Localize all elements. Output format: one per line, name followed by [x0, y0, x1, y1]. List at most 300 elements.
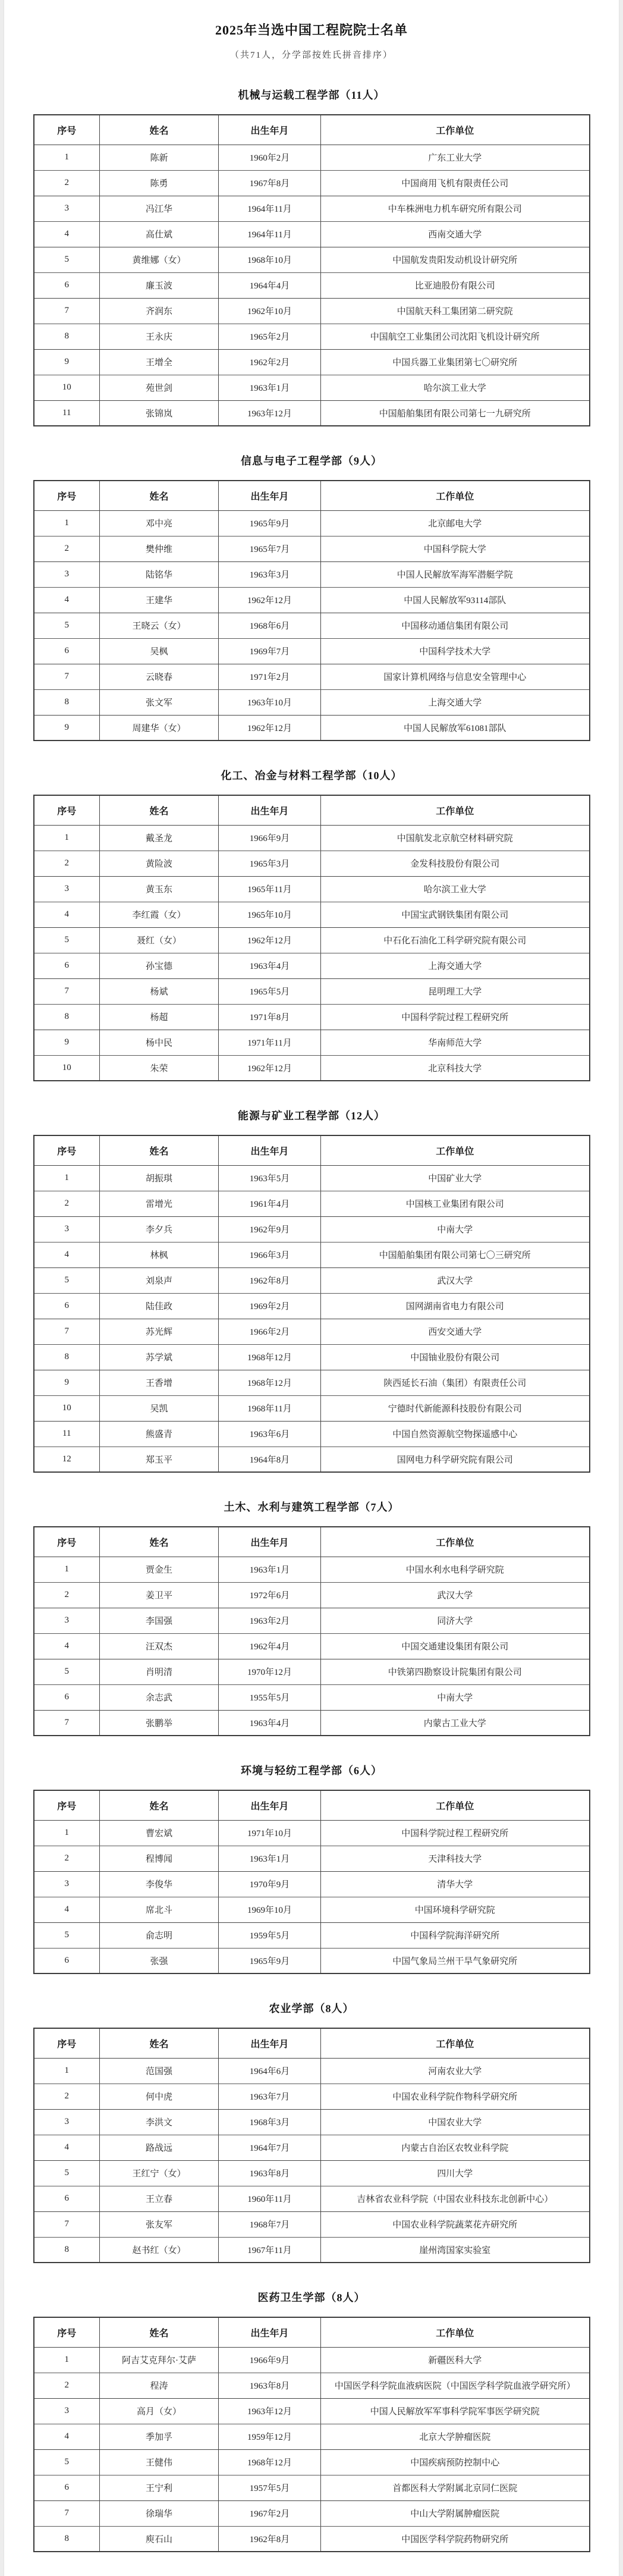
column-header: 姓名 [100, 2317, 219, 2347]
roster-table [33, 114, 590, 426]
header-row [34, 481, 590, 510]
cell-index: 8 [34, 1004, 100, 1030]
section-title: 环境与轻纺工程学部（6人） [241, 1765, 382, 1777]
column-header: 序号 [34, 2028, 100, 2058]
cell-org: 中国航天科工集团第二研究院 [321, 298, 590, 324]
cell-index: 7 [34, 2500, 100, 2526]
cell-org: 中石化石油化工科学研究院有限公司 [321, 927, 590, 953]
cell-birth: 1968年12月 [219, 1370, 321, 1395]
cell-org: 中国医学科学院血液病医院（中国医学科学院血液学研究所） [321, 2373, 590, 2398]
cell-birth: 1957年5月 [219, 2475, 321, 2500]
table-row [34, 170, 590, 196]
roster-section [4, 1107, 619, 1473]
cell-index: 10 [34, 375, 100, 400]
cell-birth: 1962年12月 [219, 587, 321, 613]
cell-index: 7 [34, 1710, 100, 1736]
column-header: 序号 [34, 1135, 100, 1165]
column-header: 序号 [34, 481, 100, 510]
cell-org: 西南交通大学 [321, 221, 590, 247]
cell-org: 中南大学 [321, 1684, 590, 1710]
table-row [34, 1684, 590, 1710]
cell-name: 刘泉声 [100, 1267, 219, 1293]
table-row [34, 1447, 590, 1472]
cell-org: 中山大学附属肿瘤医院 [321, 2500, 590, 2526]
cell-index: 8 [34, 2237, 100, 2263]
header-row [34, 2317, 590, 2347]
roster-section [4, 1762, 619, 1974]
cell-org: 武汉大学 [321, 1582, 590, 1608]
header-row [34, 115, 590, 145]
cell-birth: 1959年5月 [219, 1922, 321, 1948]
cell-index: 3 [34, 1608, 100, 1633]
cell-birth: 1965年9月 [219, 510, 321, 536]
table-row [34, 2500, 590, 2526]
cell-name: 黄维娜（女） [100, 247, 219, 272]
table-row [34, 851, 590, 876]
cell-org: 中国农业科学院作物科学研究所 [321, 2084, 590, 2109]
cell-index: 8 [34, 689, 100, 715]
cell-name: 范国强 [100, 2058, 219, 2084]
cell-birth: 1968年10月 [219, 247, 321, 272]
cell-birth: 1962年12月 [219, 1055, 321, 1081]
cell-org: 陕西延长石油（集团）有限责任公司 [321, 1370, 590, 1395]
column-header: 工作单位 [321, 1135, 590, 1165]
cell-index: 1 [34, 825, 100, 851]
column-header: 工作单位 [321, 795, 590, 825]
section-title: 土木、水利与建筑工程学部（7人） [224, 1501, 399, 1513]
table-row [34, 536, 590, 561]
cell-org: 中国核工业集团有限公司 [321, 1191, 590, 1216]
cell-birth: 1963年3月 [219, 561, 321, 587]
roster-section [4, 453, 619, 741]
cell-name: 王增全 [100, 349, 219, 375]
cell-name: 姜卫平 [100, 1582, 219, 1608]
cell-name: 贾金生 [100, 1557, 219, 1582]
cell-org: 四川大学 [321, 2160, 590, 2186]
cell-org: 国网湖南省电力有限公司 [321, 1293, 590, 1319]
cell-index: 7 [34, 664, 100, 689]
table-row [34, 1871, 590, 1897]
cell-org: 哈尔滨工业大学 [321, 375, 590, 400]
cell-birth: 1965年9月 [219, 1948, 321, 1973]
column-header: 工作单位 [321, 1527, 590, 1557]
cell-index: 9 [34, 349, 100, 375]
cell-index: 3 [34, 196, 100, 221]
table-row [34, 715, 590, 741]
cell-name: 高月（女） [100, 2398, 219, 2424]
cell-org: 中国移动通信集团有限公司 [321, 613, 590, 638]
column-header: 出生年月 [219, 1135, 321, 1165]
cell-index: 5 [34, 2160, 100, 2186]
cell-name: 戴圣龙 [100, 825, 219, 851]
cell-org: 中国农业科学院蔬菜花卉研究所 [321, 2211, 590, 2237]
cell-org: 宁德时代新能源科技股份有限公司 [321, 1395, 590, 1421]
table-row [34, 1557, 590, 1582]
cell-birth: 1963年6月 [219, 1421, 321, 1447]
cell-name: 席北斗 [100, 1897, 219, 1922]
column-header: 出生年月 [219, 795, 321, 825]
cell-birth: 1962年8月 [219, 2526, 321, 2552]
roster-table [33, 1790, 590, 1974]
cell-name: 李红霞（女） [100, 902, 219, 927]
cell-index: 6 [34, 2186, 100, 2211]
cell-name: 王红宁（女） [100, 2160, 219, 2186]
table-row [34, 2211, 590, 2237]
cell-org: 中国疾病预防控制中心 [321, 2449, 590, 2475]
cell-index: 4 [34, 2424, 100, 2449]
cell-birth: 1963年10月 [219, 689, 321, 715]
column-header: 序号 [34, 2317, 100, 2347]
cell-name: 王晓云（女） [100, 613, 219, 638]
table-row [34, 2237, 590, 2263]
table-row [34, 1395, 590, 1421]
cell-name: 路战远 [100, 2135, 219, 2160]
cell-org: 中铁第四勘察设计院集团有限公司 [321, 1659, 590, 1684]
header-row [34, 1135, 590, 1165]
cell-org: 金发科技股份有限公司 [321, 851, 590, 876]
cell-birth: 1965年7月 [219, 536, 321, 561]
cell-name: 云晓春 [100, 664, 219, 689]
cell-index: 1 [34, 145, 100, 170]
table-row [34, 876, 590, 902]
table-row [34, 561, 590, 587]
table-row [34, 324, 590, 349]
table-row [34, 1421, 590, 1447]
table-row [34, 1191, 590, 1216]
table-row [34, 1846, 590, 1871]
table-row [34, 1633, 590, 1659]
cell-name: 杨中民 [100, 1030, 219, 1055]
table-row [34, 1344, 590, 1370]
cell-name: 齐润东 [100, 298, 219, 324]
column-header: 工作单位 [321, 481, 590, 510]
cell-birth: 1963年2月 [219, 1608, 321, 1633]
cell-index: 2 [34, 1191, 100, 1216]
cell-org: 西安交通大学 [321, 1319, 590, 1344]
roster-table [33, 2028, 590, 2263]
cell-birth: 1969年10月 [219, 1897, 321, 1922]
table-row [34, 978, 590, 1004]
cell-name: 高仕斌 [100, 221, 219, 247]
cell-name: 林枫 [100, 1242, 219, 1267]
cell-index: 7 [34, 2211, 100, 2237]
cell-name: 程博闻 [100, 1846, 219, 1871]
table-row [34, 298, 590, 324]
table-row [34, 613, 590, 638]
cell-name: 郑玉平 [100, 1447, 219, 1472]
table-row [34, 2186, 590, 2211]
cell-birth: 1970年12月 [219, 1659, 321, 1684]
table-row [34, 1030, 590, 1055]
table-row [34, 1267, 590, 1293]
column-header: 工作单位 [321, 2028, 590, 2058]
cell-index: 5 [34, 2449, 100, 2475]
cell-name: 李洪文 [100, 2109, 219, 2135]
document-subtitle: （共71人，分学部按姓氏拼音排序） [229, 51, 393, 60]
cell-name: 黄险波 [100, 851, 219, 876]
cell-name: 聂红（女） [100, 927, 219, 953]
table-row [34, 1710, 590, 1736]
cell-org: 武汉大学 [321, 1267, 590, 1293]
roster-section [4, 2289, 619, 2552]
cell-birth: 1959年12月 [219, 2424, 321, 2449]
cell-org: 中国交通建设集团有限公司 [321, 1633, 590, 1659]
cell-birth: 1968年12月 [219, 2449, 321, 2475]
cell-birth: 1971年2月 [219, 664, 321, 689]
cell-org: 中国船舶集团有限公司第七一九研究所 [321, 400, 590, 426]
cell-index: 11 [34, 400, 100, 426]
cell-birth: 1963年7月 [219, 2084, 321, 2109]
cell-index: 1 [34, 1557, 100, 1582]
table-row [34, 2135, 590, 2160]
cell-index: 4 [34, 902, 100, 927]
cell-name: 王宁利 [100, 2475, 219, 2500]
cell-index: 1 [34, 2058, 100, 2084]
cell-org: 同济大学 [321, 1608, 590, 1633]
column-header: 序号 [34, 1790, 100, 1820]
cell-org: 崖州湾国家实验室 [321, 2237, 590, 2263]
cell-birth: 1966年9月 [219, 2347, 321, 2373]
cell-birth: 1968年3月 [219, 2109, 321, 2135]
cell-birth: 1963年4月 [219, 1710, 321, 1736]
cell-name: 杨超 [100, 1004, 219, 1030]
table-row [34, 2109, 590, 2135]
cell-birth: 1969年2月 [219, 1293, 321, 1319]
cell-index: 2 [34, 1582, 100, 1608]
cell-index: 5 [34, 613, 100, 638]
cell-index: 9 [34, 1030, 100, 1055]
cell-org: 中国航发北京航空材料研究院 [321, 825, 590, 851]
cell-birth: 1965年11月 [219, 876, 321, 902]
cell-org: 上海交通大学 [321, 953, 590, 978]
cell-org: 北京邮电大学 [321, 510, 590, 536]
cell-org: 广东工业大学 [321, 145, 590, 170]
cell-birth: 1965年10月 [219, 902, 321, 927]
roster-section [4, 87, 619, 426]
cell-org: 内蒙古工业大学 [321, 1710, 590, 1736]
column-header: 序号 [34, 795, 100, 825]
cell-name: 曹宏斌 [100, 1820, 219, 1846]
roster-table [33, 795, 590, 1081]
cell-name: 陆铭华 [100, 561, 219, 587]
cell-name: 李俊华 [100, 1871, 219, 1897]
cell-birth: 1968年6月 [219, 613, 321, 638]
cell-index: 7 [34, 1319, 100, 1344]
cell-name: 李国强 [100, 1608, 219, 1633]
cell-org: 国家计算机网络与信息安全管理中心 [321, 664, 590, 689]
cell-index: 10 [34, 1395, 100, 1421]
cell-index: 6 [34, 638, 100, 664]
table-row [34, 1659, 590, 1684]
cell-name: 陈新 [100, 145, 219, 170]
cell-name: 熊盛青 [100, 1421, 219, 1447]
cell-index: 5 [34, 1922, 100, 1948]
cell-name: 苏光辉 [100, 1319, 219, 1344]
table-row [34, 927, 590, 953]
table-row [34, 2449, 590, 2475]
table-row [34, 1370, 590, 1395]
table-row [34, 1948, 590, 1973]
cell-name: 胡振琪 [100, 1165, 219, 1191]
cell-org: 内蒙古自治区农牧业科学院 [321, 2135, 590, 2160]
table-row [34, 664, 590, 689]
cell-birth: 1955年5月 [219, 1684, 321, 1710]
cell-index: 3 [34, 876, 100, 902]
cell-index: 9 [34, 715, 100, 741]
cell-name: 吴凯 [100, 1395, 219, 1421]
cell-org: 中南大学 [321, 1216, 590, 1242]
cell-index: 4 [34, 221, 100, 247]
cell-org: 华南师范大学 [321, 1030, 590, 1055]
section-title: 农业学部（8人） [269, 2003, 354, 2015]
cell-birth: 1964年11月 [219, 196, 321, 221]
cell-index: 5 [34, 927, 100, 953]
cell-name: 徐瑞华 [100, 2500, 219, 2526]
roster-table [33, 1135, 590, 1473]
table-row [34, 2398, 590, 2424]
cell-birth: 1966年3月 [219, 1242, 321, 1267]
cell-name: 汪双杰 [100, 1633, 219, 1659]
cell-name: 邓中亮 [100, 510, 219, 536]
cell-birth: 1963年8月 [219, 2160, 321, 2186]
cell-name: 朱荣 [100, 1055, 219, 1081]
column-header: 姓名 [100, 2028, 219, 2058]
cell-org: 新疆医科大学 [321, 2347, 590, 2373]
cell-org: 中国农业大学 [321, 2109, 590, 2135]
table-row [34, 1004, 590, 1030]
cell-birth: 1963年8月 [219, 2373, 321, 2398]
cell-org: 中国人民解放军海军潜艇学院 [321, 561, 590, 587]
cell-birth: 1964年6月 [219, 2058, 321, 2084]
cell-index: 6 [34, 2475, 100, 2500]
cell-birth: 1964年11月 [219, 221, 321, 247]
cell-birth: 1965年5月 [219, 978, 321, 1004]
cell-org: 中国宝武钢铁集团有限公司 [321, 902, 590, 927]
cell-index: 4 [34, 1242, 100, 1267]
table-row [34, 400, 590, 426]
cell-org: 中国医学科学院药物研究所 [321, 2526, 590, 2552]
cell-org: 中国铀业股份有限公司 [321, 1344, 590, 1370]
table-row [34, 1216, 590, 1242]
cell-name: 王健伟 [100, 2449, 219, 2475]
section-title: 能源与矿业工程学部（12人） [238, 1110, 385, 1122]
cell-index: 10 [34, 1055, 100, 1081]
cell-org: 昆明理工大学 [321, 978, 590, 1004]
cell-org: 中国科学院大学 [321, 536, 590, 561]
cell-birth: 1967年8月 [219, 170, 321, 196]
cell-birth: 1962年12月 [219, 715, 321, 741]
cell-birth: 1963年4月 [219, 953, 321, 978]
cell-index: 3 [34, 2109, 100, 2135]
table-row [34, 510, 590, 536]
cell-name: 黄玉东 [100, 876, 219, 902]
cell-birth: 1963年12月 [219, 400, 321, 426]
cell-index: 5 [34, 247, 100, 272]
cell-org: 中国人民解放军军事科学院军事医学研究院 [321, 2398, 590, 2424]
cell-birth: 1962年2月 [219, 349, 321, 375]
cell-name: 雷增光 [100, 1191, 219, 1216]
cell-name: 季加孚 [100, 2424, 219, 2449]
cell-org: 中国科学院海洋研究所 [321, 1922, 590, 1948]
column-header: 工作单位 [321, 115, 590, 145]
table-row [34, 2058, 590, 2084]
cell-org: 清华大学 [321, 1871, 590, 1897]
cell-name: 张友军 [100, 2211, 219, 2237]
cell-org: 中国科学技术大学 [321, 638, 590, 664]
cell-birth: 1970年9月 [219, 1871, 321, 1897]
cell-birth: 1968年12月 [219, 1344, 321, 1370]
table-row [34, 1897, 590, 1922]
cell-index: 1 [34, 1820, 100, 1846]
column-header: 出生年月 [219, 115, 321, 145]
cell-name: 苏学斌 [100, 1344, 219, 1370]
cell-name: 阿吉艾克拜尔·艾萨 [100, 2347, 219, 2373]
column-header: 工作单位 [321, 1790, 590, 1820]
cell-name: 陆佳政 [100, 1293, 219, 1319]
cell-org: 中国气象局兰州干旱气象研究所 [321, 1948, 590, 1973]
cell-name: 周建华（女） [100, 715, 219, 741]
cell-index: 3 [34, 1871, 100, 1897]
cell-name: 张强 [100, 1948, 219, 1973]
cell-birth: 1964年7月 [219, 2135, 321, 2160]
column-header: 姓名 [100, 1527, 219, 1557]
cell-name: 孙宝德 [100, 953, 219, 978]
header-row [34, 2028, 590, 2058]
cell-org: 中国科学院过程工程研究所 [321, 1820, 590, 1846]
cell-index: 8 [34, 2526, 100, 2552]
cell-org: 中国自然资源航空物探遥感中心 [321, 1421, 590, 1447]
cell-name: 陈勇 [100, 170, 219, 196]
cell-name: 苑世剑 [100, 375, 219, 400]
table-row [34, 1293, 590, 1319]
column-header: 序号 [34, 1527, 100, 1557]
cell-birth: 1964年8月 [219, 1447, 321, 1472]
header-row [34, 795, 590, 825]
cell-birth: 1964年4月 [219, 272, 321, 298]
cell-name: 王永庆 [100, 324, 219, 349]
cell-org: 中国船舶集团有限公司第七〇三研究所 [321, 1242, 590, 1267]
cell-org: 国网电力科学研究院有限公司 [321, 1447, 590, 1472]
cell-birth: 1962年9月 [219, 1216, 321, 1242]
cell-index: 9 [34, 1370, 100, 1395]
column-header: 出生年月 [219, 2317, 321, 2347]
cell-org: 首都医科大学附属北京同仁医院 [321, 2475, 590, 2500]
cell-birth: 1968年7月 [219, 2211, 321, 2237]
table-row [34, 221, 590, 247]
column-header: 出生年月 [219, 2028, 321, 2058]
cell-org: 中车株洲电力机车研究所有限公司 [321, 196, 590, 221]
cell-name: 王香增 [100, 1370, 219, 1395]
cell-index: 12 [34, 1447, 100, 1472]
cell-org: 中国商用飞机有限责任公司 [321, 170, 590, 196]
cell-name: 冯江华 [100, 196, 219, 221]
cell-org: 吉林省农业科学院（中国农业科技东北创新中心） [321, 2186, 590, 2211]
document-title: 2025年当选中国工程院院士名单 [215, 23, 408, 37]
table-row [34, 902, 590, 927]
roster-table [33, 480, 590, 741]
cell-org: 中国航空工业集团公司沈阳飞机设计研究所 [321, 324, 590, 349]
table-row [34, 2424, 590, 2449]
roster-section [4, 767, 619, 1081]
cell-name: 何中虎 [100, 2084, 219, 2109]
cell-index: 7 [34, 298, 100, 324]
table-row [34, 272, 590, 298]
cell-birth: 1967年11月 [219, 2237, 321, 2263]
table-row [34, 2347, 590, 2373]
column-header: 姓名 [100, 795, 219, 825]
cell-name: 廉玉波 [100, 272, 219, 298]
cell-index: 7 [34, 978, 100, 1004]
